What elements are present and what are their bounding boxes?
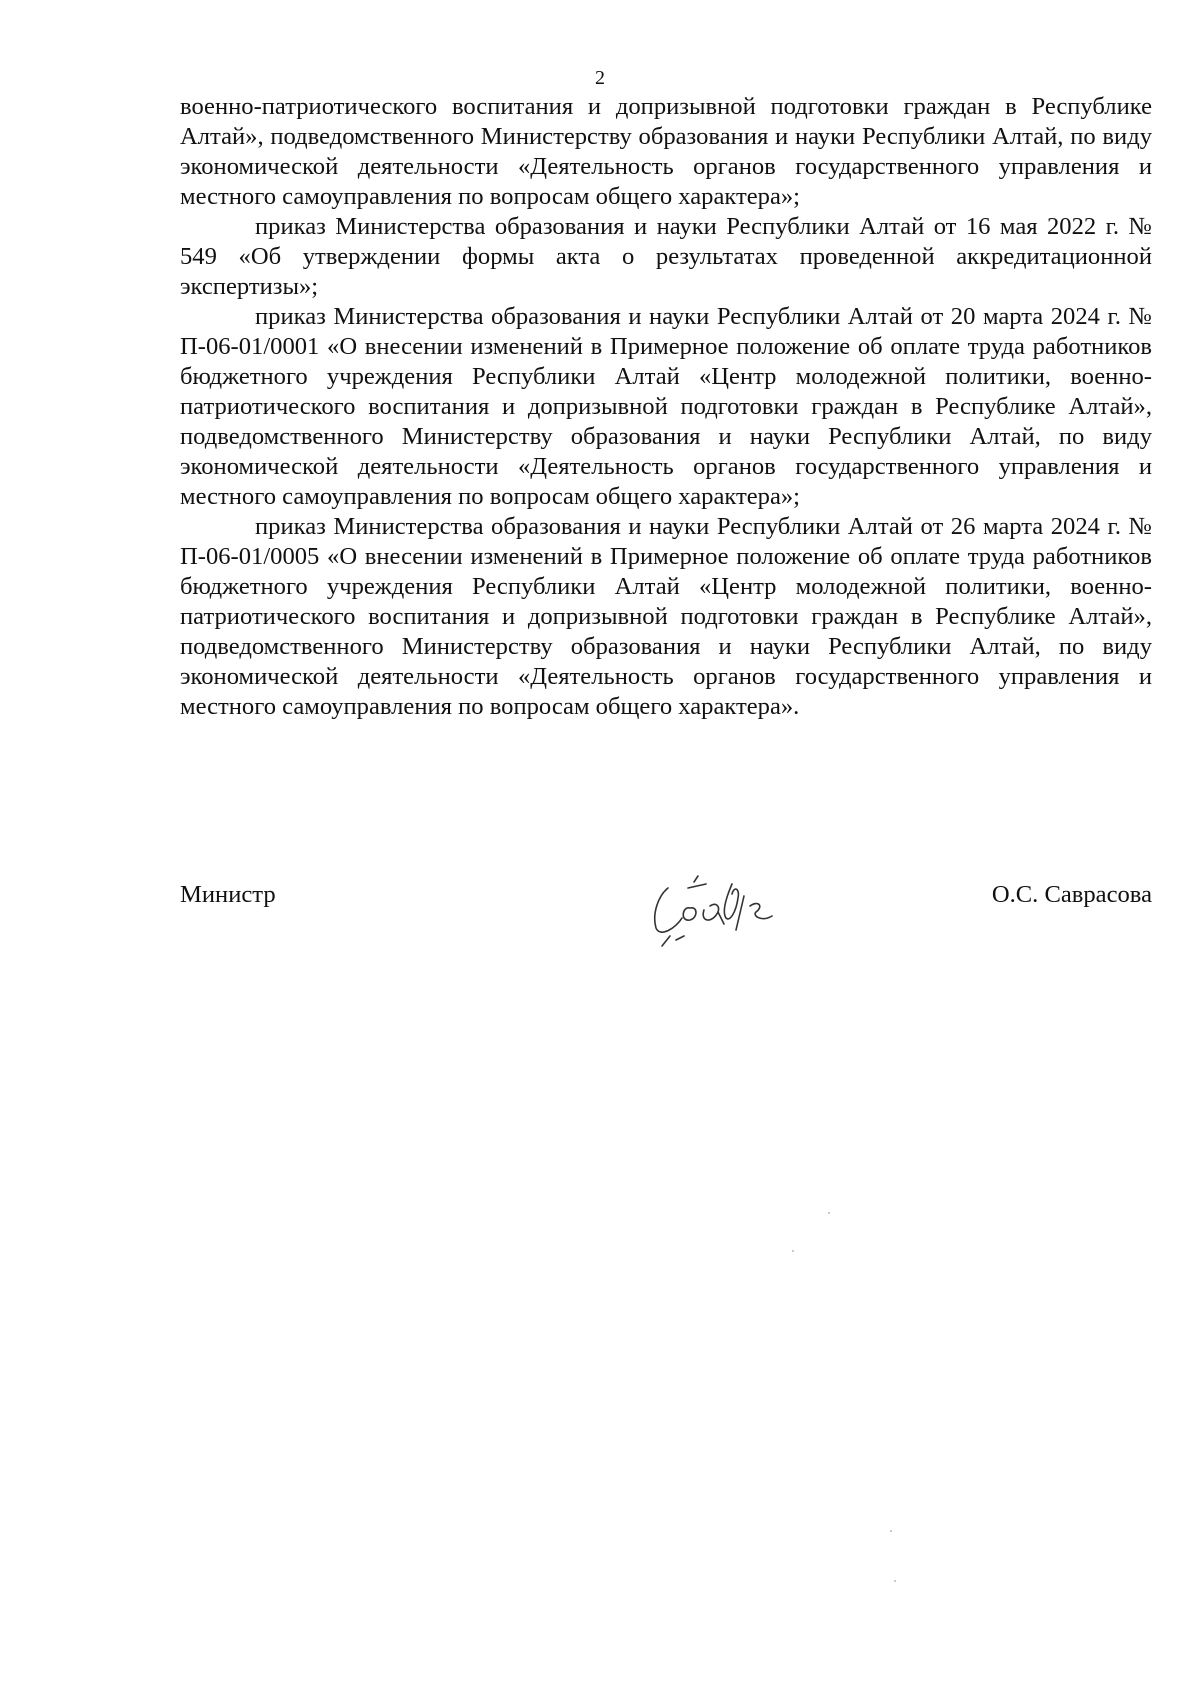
paragraph-order-0001: приказ Министерства образования и науки Республики Алтай от 20 марта 2024 г. № П-06-01/0001 «О внесении изменений в Примерное положение об оплате труда работников бюджетного учреждения Республики Алтай «Центр молодежной политики, военно-патриотического воспитания и допризывной подготовки граждан в Республике Алтай», подведомственного Министерству образования и науки Республики Алтай, по виду экономической деятельности «Деятельность органов государственного управления и местного самоуправления по вопросам общего характера»; (180, 303, 1152, 510)
paragraph-continuation: военно-патриотического воспитания и допризывной подготовки граждан в Республике Алтай», подведомственного Министерству образования и науки Республики Алтай, по виду экономической деятельности «Деятельность органов государственного управления и местного самоуправления по вопросам общего характера»; (180, 93, 1152, 210)
signatory-title: Министр (180, 881, 276, 908)
paragraph-order-0005: приказ Министерства образования и науки Республики Алтай от 26 марта 2024 г. № П-06-01/0005 «О внесении изменений в Примерное положение об оплате труда работников бюджетного учреждения Республики Алтай «Центр молодежной политики, военно-патриотического воспитания и допризывной подготовки граждан в Республике Алтай», подведомственного Министерству образования и науки Республики Алтай, по виду экономической деятельности «Деятельность органов государственного управления и местного самоуправления по вопросам общего характера». (180, 513, 1152, 720)
signature-block (180, 880, 1152, 970)
scan-speck (828, 1212, 830, 1214)
scan-speck (894, 1580, 896, 1582)
scan-speck (792, 1250, 794, 1252)
handwritten-signature-icon (640, 866, 790, 956)
scan-speck (890, 1530, 892, 1532)
paragraph-order-549: приказ Министерства образования и науки Республики Алтай от 16 мая 2022 г. № 549 «Об утверждении формы акта о результатах проведенной аккредитационной экспертизы»; (180, 213, 1152, 300)
document-body (180, 92, 1152, 722)
signatory-name: О.С. Саврасова (991, 881, 1152, 908)
page-number: 2 (595, 67, 605, 89)
